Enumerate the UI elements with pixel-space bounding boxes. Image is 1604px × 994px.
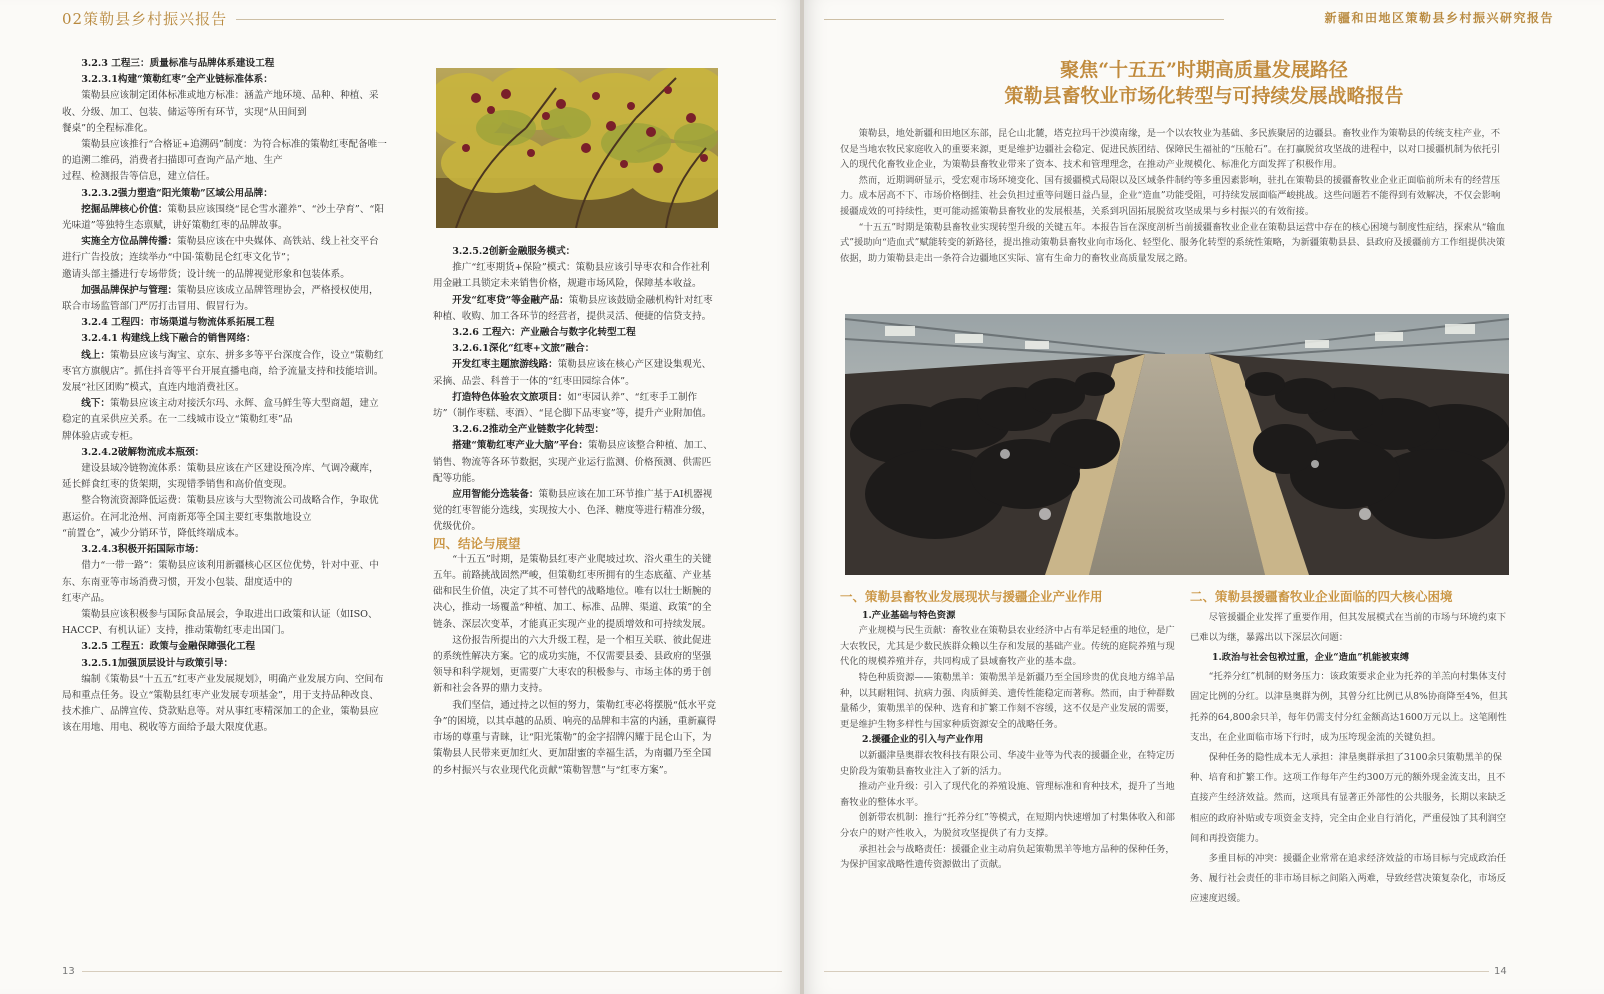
- paragraph-label: 线下：: [81, 398, 110, 410]
- labeled-paragraph: [433, 357, 717, 389]
- subheading: 1.政治与社会包袱过重，企业“造血”机能被束缚: [1212, 651, 1410, 663]
- subheading: 3.2.5.2创新金融服务模式：: [452, 246, 576, 257]
- running-header-right: 新疆和田地区策勒县乡村振兴研究报告: [1324, 11, 1554, 25]
- paragraph: 推广“红枣期货+保险”模式：策勒县应该引导枣农和合作社利用金融工具锁定未来销售价格，规避市场风险，保障基本收益。: [433, 262, 710, 290]
- paragraph-continued: 红枣产品。: [62, 592, 110, 604]
- labeled-paragraph: [433, 390, 717, 422]
- intro-paragraph: 然而，近期调研显示，受宏观市场环境变化、国有援疆模式局限以及区域条件制约等多重因素影响，驻扎在策勒县的援疆畜牧业企业正面临前所未有的经营压力。成本居高不下、市场价格倒挂、社会负担过重等问题日益凸显，企业“造血”功能受阻，可持续发展面临严峻挑战。这些问题若不能得到有效解决，不仅会影响援疆成效的可持续性，更可能动摇策勒县畜牧业的发展根基，关系到巩固拓展脱贫攻坚成果与乡村振兴的有效衔接。: [840, 174, 1501, 217]
- labeled-paragraph: [62, 348, 388, 397]
- subheading: 3.2.3 工程三：质量标准与品牌体系建设工程: [81, 58, 275, 69]
- paragraph: “托养分红”机制的财务压力：该政策要求企业为托养的羊羔向村集体支付固定比例的分红。以津垦奥群为例，其曾分红比例已从8%协商降至4%，但其托养的64,800余只羊，每年仍需支付分红金额高达1600万元以上。这笔刚性支出，在企业面临市场下行时，成为压垮现金流的关键负担。: [1190, 671, 1508, 743]
- intro-paragraph: “十五五”时期是策勒县畜牧业实现转型升级的关键五年。本报告旨在深度剖析当前援疆畜牧业企业在策勒县运营中存在的核心困境与制度性症结，探索从“输血式”援助向“造血式”赋能转变的新路径，提出推动策勒县畜牧业向市场化、轻型化、服务化转型的系统性策略，为新疆策勒县县、县政府及援疆前方工作组提供决策依据，助力策勒县走出一条符合边疆地区实际、富有生命力的畜牧业高质量发展之路。: [840, 221, 1506, 264]
- subheading: 3.2.5.1加强顶层设计与政策引导：: [81, 657, 234, 669]
- paragraph: 尽管援疆企业发挥了重要作用，但其发展模式在当前的市场与环境约束下已难以为继，暴露出以下深层次问题：: [1190, 611, 1507, 643]
- subheading: 3.2.3.1构建“策勒红枣”全产业链标准体系：: [81, 74, 273, 86]
- header-rule-right: [824, 19, 1224, 20]
- paragraph: 策勒县应该推行“合格证+追溯码”制度：为符合标准的策勒红枣配备唯一的追溯二维码，消费者扫描即可查询产品产地、生产: [62, 139, 387, 167]
- paragraph: 多重目标的冲突：援疆企业常常在追求经济效益的市场目标与完成政治任务、履行社会责任的非市场目标之间陷入两难，导致经营决策复杂化，市场反应速度迟缓。: [1190, 853, 1507, 905]
- subheading: 3.2.6 工程六：产业融合与数字化转型工程: [452, 327, 636, 339]
- paragraph: 借力“一带一路”：策勒县应该利用新疆核心区区位优势，针对中亚、中东、东南亚等市场消费习惯，开发小包装、甜度适中的: [62, 560, 379, 588]
- subheading: 3.2.4.1 构建线上线下融合的销售网络：: [81, 333, 256, 345]
- paragraph: 建设县域冷链物流体系：策勒县应该在产区建设预冷库、气调冷藏库，延长鲜食红枣的货架期，实现错季销售和高价值变现。: [62, 463, 379, 491]
- left-text-column-2: [433, 244, 717, 779]
- paragraph-label: 开发“红枣贷”等金融产品：: [452, 294, 569, 306]
- paragraph-text: 策勒县应该鼓励金融机构针对红枣种植、收购、加工各环节的经营者，提供灵活、便捷的信贷支持。: [433, 294, 713, 322]
- jujube-tree-photo: [436, 68, 718, 228]
- labeled-paragraph: [62, 202, 388, 234]
- subheading: 3.2.4.3积极开拓国际市场：: [81, 544, 205, 556]
- report-title-line2: 策勒县畜牧业市场化转型与可持续发展战略报告: [1004, 85, 1404, 107]
- section-heading-1: 一、策勒县畜牧业发展现状与援疆企业产业作用: [840, 589, 1103, 604]
- header-rule: [236, 19, 776, 20]
- paragraph: 策勒县应该积极参与国际食品展会，争取进出口政策和认证（如ISO、HACCP、有机认证）支持，推动策勒红枣走出国门。: [62, 608, 378, 637]
- paragraph-text: 策勒县应该整合种植、加工、销售、物流等各环节数据，实现产业运行监测、价格预测、供需匹配等功能。: [433, 440, 713, 484]
- subheading: 3.2.4.2破解物流成本瓶颈：: [81, 446, 205, 458]
- labeled-paragraph: [433, 438, 717, 487]
- subheading: 2.援疆企业的引入与产业作用: [862, 734, 984, 746]
- subheading: 3.2.4 工程四：市场渠道与物流体系拓展工程: [81, 317, 275, 329]
- right-text-column-1: [840, 589, 1180, 873]
- page-number-left: 13: [62, 966, 75, 977]
- paragraph-label: 应用智能分选装备：: [452, 489, 539, 501]
- paragraph: 编制《策勒县“十五五”红枣产业发展规划》，明确产业发展方向、空间布局和重点任务。设立“策勒县红枣产业发展专项基金”，用于支持品种改良、技术推广、品牌宣传、贷款贴息等。对从事红枣精深加工的企业，策勒县应该在用地、用电、税收等方面给予最大限度优惠。: [62, 673, 384, 734]
- paragraph-text: 策勒县应该与淘宝、京东、拼多多等平台深度合作，设立“策勒红枣官方旗舰店”。抓住抖音等平台开展直播电商，给予流量支持和技能培训。发展“社区团购”模式，直连内地消费社区。: [62, 349, 384, 394]
- paragraph: “十五五”时期，是策勒县红枣产业爬坡过坎、浴火重生的关键五年。前路挑战固然严峻，但策勒红枣所拥有的生态底蕴、产业基础和民生价值，决定了其不可替代的战略地位。唯有以壮士断腕的决心，推动一场覆盖“种植、加工、标准、品牌、渠道、政策”的全链条、深层次变革，才能真正实现产业的提质增效和可持续发展。: [433, 553, 712, 630]
- labeled-paragraph: [62, 396, 388, 428]
- paragraph: 保种任务的隐性成本无人承担：津垦奥群承担了3100余只策勒黑羊的保种、培育和扩繁工作。这项工作每年产生约300万元的额外现金流支出，且不直接产生经济效益。然而，这项具有显著正外部性的公共服务，长期以来缺乏相应的政府补贴或专项资金支持，完全由企业自行消化，严重侵蚀了其利润空间和再投资能力。: [1190, 752, 1507, 844]
- left-page: [0, 0, 800, 994]
- paragraph-continued: 过程、检测报告等信息，建立信任。: [62, 171, 216, 183]
- paragraph-label: 开发红枣主题旅游线路：: [452, 359, 558, 371]
- paragraph-text: 策勒县应该主动对接沃尔玛、永辉、盒马鲜生等大型商超，建立稳定的直采供应关系。在一二线城市设立“策勒红枣”品: [62, 398, 379, 426]
- running-header-left: 02策勒县乡村振兴报告: [62, 10, 228, 28]
- paragraph-label: 搭建“策勒红枣产业大脑”平台：: [452, 440, 588, 452]
- intro-paragraphs: [840, 126, 1506, 266]
- paragraph-text: 策勒县应该在核心产区建设集观光、采摘、品尝、科普于一体的“红枣田园综合体”。: [433, 359, 712, 387]
- paragraph: 以新疆津垦奥群农牧科技有限公司、华凌牛业等为代表的援疆企业，在特定历史阶段为策勒县畜牧业注入了新的活力。: [840, 749, 1175, 777]
- page-number-right: 14: [1494, 966, 1507, 977]
- paragraph: 创新带农机制：推行“托养分红”等模式，在短期内快速增加了村集体收入和部分农户的财产性收入，为脱贫攻坚提供了有力支撑。: [840, 812, 1175, 839]
- jujube-photo-illustration: [436, 68, 718, 228]
- paragraph-label: 加强品牌保护与管理：: [81, 284, 178, 296]
- paragraph-label: 打造特色体验农文旅项目：: [452, 391, 568, 403]
- report-title-line1: 聚焦“十五五”时期高质量发展路径: [1060, 59, 1348, 81]
- paragraph-continued: 牌体验店或专柜。: [62, 430, 139, 442]
- paragraph: 整合物流资源降低运费：策勒县应该与大型物流公司战略合作，争取优惠运价。在河北沧州、河南新郑等全国主要红枣集散地设立: [62, 495, 379, 523]
- paragraph-text: 策勒县应该在加工环节推广基于AI机器视觉的红枣智能分选线，实现按大小、色泽、糖度等进行精准分级，优级优价。: [433, 489, 713, 533]
- paragraph-text: 如“枣园认养”、“红枣手工制作坊”（制作枣糕、枣酒）、“昆仑脚下品枣宴”等，提升产业附加值。: [433, 391, 712, 420]
- footer-rule-left: [82, 971, 782, 972]
- section-heading: 四、结论与展望: [433, 535, 521, 551]
- labeled-paragraph: [62, 234, 388, 266]
- paragraph-label: 挖掘品牌核心价值：: [81, 203, 168, 215]
- paragraph-continued: 餐桌”的全程标准化。: [62, 122, 154, 134]
- paragraph: 特色种质资源——策勒黑羊：策勒黑羊是新疆乃至全国珍贵的优良地方绵羊品种，以其耐粗饲、抗病力强、肉质鲜美、遗传性能稳定而著称。然而，由于种群数量稀少，策勒黑羊的保种、选育和扩繁工作刻不容缓，这不仅是产业发展的需要，更是维护生物多样性与国家种质资源安全的战略任务。: [840, 671, 1175, 730]
- paragraph-label: 线上：: [81, 349, 110, 361]
- barn-photo-illustration: [845, 314, 1509, 575]
- subheading: 3.2.6.2推动全产业链数字化转型：: [452, 424, 605, 436]
- paragraph: 策勒县应该制定团体标准或地方标准：涵盖产地环境、品种、种植、采收、分级、加工、包装、储运等所有环节，实现“从田间到: [62, 90, 379, 118]
- paragraph: 这份报告所提出的六大升级工程，是一个相互关联、彼此促进的系统性解决方案。它的成功实施，不仅需要县委、县政府的坚强领导和科学规划，更需要广大枣农的积极参与、市场主体的勇于创新和社会各界的鼎力支持。: [433, 634, 712, 695]
- paragraph: 承担社会与战略责任：援疆企业主动肩负起策勒黑羊等地方品种的保种任务，为保护国家战略性遗传资源做出了贡献。: [840, 843, 1175, 871]
- paragraph-continued: 邀请头部主播进行专场带货；设计统一的品牌视觉形象和包装体系。: [62, 268, 350, 280]
- labeled-paragraph: [433, 487, 717, 536]
- paragraph: 产业规模与民生贡献：畜牧业在策勒县农业经济中占有举足轻重的地位，是广大农牧民，尤其是少数民族群众赖以生存和发展的基础产业。传统的庭院养殖与现代化的规模养殖并存，共同构成了县域畜牧产业的基本盘。: [840, 625, 1175, 668]
- labeled-paragraph: [433, 293, 717, 325]
- footer-rule-right: [824, 971, 1489, 972]
- paragraph: 推动产业升级：引入了现代化的养殖设施、管理标准和育种技术，提升了当地畜牧业的整体水平。: [840, 781, 1175, 808]
- subheading: 3.2.6.1深化“红枣+文旅”融合：: [452, 343, 595, 355]
- subheading: 1.产业基础与特色资源: [862, 609, 956, 621]
- intro-paragraph: 策勒县，地处新疆和田地区东部，昆仑山北麓，塔克拉玛干沙漠南缘，是一个以农牧业为基础、多民族聚居的边疆县。畜牧业作为策勒县的传统支柱产业，不仅是当地农牧民家庭收入的重要来源，更是维护边疆社会稳定、促进民族团结、保障民生福祉的“压舱石”。在打赢脱贫攻坚战的进程中，以对口援疆机制为依托引入的现代化畜牧业企业，为策勒县畜牧业带来了资本、技术和管理理念，在推动产业规模化、标准化方面发挥了积极作用。: [840, 128, 1501, 171]
- paragraph-text: 策勒县应该成立品牌管理协会，严格授权使用，联合市场监管部门严厉打击冒用、假冒行为。: [62, 284, 379, 313]
- labeled-paragraph: [62, 283, 388, 315]
- livestock-barn-photo: [845, 314, 1509, 575]
- subheading: 3.2.5 工程五：政策与金融保障强化工程: [81, 641, 256, 653]
- right-page: [804, 0, 1604, 994]
- paragraph-text: 策勒县应该围绕“昆仑雪水灌养”、“沙土孕育”、“阳光味道”等独特生态禀赋，讲好策勒红枣的品牌故事。: [62, 203, 384, 232]
- paragraph-continued: “前置仓”，减少分销环节，降低终端成本。: [62, 527, 245, 539]
- paragraph-label: 实施全方位品牌传播：: [81, 236, 178, 248]
- right-text-column-2: [1190, 589, 1508, 910]
- subheading: 3.2.3.2强力塑造“阳光策勒”区域公用品牌：: [81, 187, 273, 199]
- left-text-column-1: [62, 56, 388, 737]
- paragraph: 我们坚信，通过持之以恒的努力，策勒红枣必将摆脱“低水平竞争”的困境，以其卓越的品质、响亮的品牌和丰富的内涵，重新赢得市场的尊重与青睐，让“阳光策勒”的金字招牌闪耀于昆仑山下，为策勒县人民带来更加红火、更加甜蜜的幸福生活，为南疆乃至全国的乡村振兴与农业现代化贡献“策勒智慧”与“红枣方案”。: [433, 699, 717, 776]
- section-heading-2: 二、策勒县援疆畜牧业企业面临的四大核心困境: [1190, 589, 1453, 604]
- paragraph-text: 策勒县应该在中央媒体、高铁站、线上社交平台进行广告投放；连续举办“中国·策勒昆仑红枣文化节”；: [62, 236, 379, 264]
